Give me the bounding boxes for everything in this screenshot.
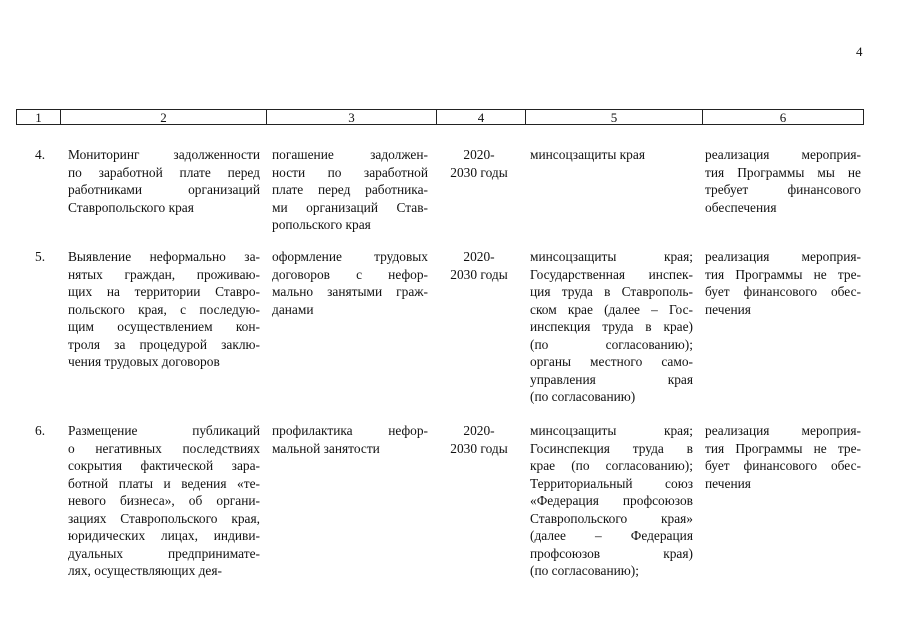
text-line: щим осуществлением кон- [68,319,260,334]
text-line: польского края, с последую- [68,301,260,317]
text-line: ми организаций Став- [272,199,428,215]
text-line: реализация мероприя- [705,147,861,162]
result-text [272,248,428,318]
text-line: минсоцзащиты края [530,147,645,162]
text-line: (далее – Федерация [530,528,693,543]
text-line: органы местного само- [530,354,693,369]
text-line: невого бизнеса», об органи- [68,493,260,508]
text-line: (по согласованию); [530,336,693,352]
financing-text [705,248,861,318]
text-line: дуальных предпринимате- [68,545,260,561]
text-line: реализация мероприя- [705,249,861,264]
measure-text [68,422,260,580]
term-text [438,248,520,283]
result-text [272,422,428,457]
row-number: 6. [35,423,46,438]
term-text [438,422,520,457]
row-number: 4. [35,147,46,162]
text-line: управления края [530,371,693,387]
financing-text [705,422,861,492]
text-line: ности по заработной [272,164,428,180]
text-line: 2020- [463,423,495,438]
text-line: юридических лицах, индиви- [68,528,260,543]
row-number: 5. [35,249,46,264]
text-line: 2030 годы [450,266,508,282]
text-line: ция труда в Ставрополь- [530,284,693,299]
text-line: данами [272,301,314,317]
text-line: 2030 годы [450,164,508,180]
text-line: 2020- [463,249,495,264]
measure-text [68,146,260,216]
text-line: о негативных последствиях [68,440,260,456]
measure-text [68,248,260,371]
text-line: щих на территории Ставро- [68,284,260,299]
text-line: нятых граждан, проживаю- [68,266,260,282]
text-line: тия Программы не тре- [705,440,861,456]
text-line: (по согласованию) [530,389,636,404]
text-line: Госинспекция труда в [530,440,693,456]
text-line: сокрытия фактической зара- [68,458,260,473]
result-text [272,146,428,234]
text-line: договоров с нефор- [272,266,428,282]
text-line: 2030 годы [450,440,508,456]
header-cell-3: 3 [267,110,437,124]
text-line: печения [705,475,751,491]
text-line: (по согласованию); [530,563,639,578]
text-line: оформление трудовых [272,249,428,264]
text-line: инспекция труда в крае) [530,319,693,334]
text-line: ботной платы и ведения «те- [68,475,260,491]
text-line: по заработной плате перед [68,164,260,180]
text-line: ском крае (далее – Гос- [530,301,693,317]
text-line: троля за процедурой заклю- [68,336,260,352]
executor-text [530,146,693,164]
text-line: бует финансового обес- [705,458,861,473]
text-line: Размещение публикаций [68,423,260,438]
text-line: профсоюзов края) [530,545,693,561]
header-cell-6: 6 [779,110,787,125]
text-line: Территориальный союз [530,475,693,491]
text-line: «Федерация профсоюзов [530,493,693,508]
text-line: погашение задолжен- [272,147,428,162]
text-line: мально занятыми граж- [272,284,428,299]
financing-text [705,146,861,216]
text-line: крае (по согласованию); [530,458,693,473]
text-line: тия Программы мы не [705,164,861,180]
text-line: бует финансового обес- [705,284,861,299]
text-line: Ставропольского края [68,199,194,215]
text-line: плате перед работника- [272,182,428,197]
text-line: Мониторинг задолженности [68,147,260,162]
text-line: 2020- [463,147,495,162]
text-line: минсоцзащиты края; [530,249,693,264]
header-cell-2: 2 [61,110,267,124]
text-line: лях, осуществляющих дея- [68,563,222,578]
text-line: чения трудовых договоров [68,354,220,369]
page-number: 4 [856,44,863,59]
header-cell-4: 4 [437,110,526,124]
executor-text [530,422,693,580]
text-line: профилактика нефор- [272,423,428,438]
text-line: тия Программы не тре- [705,266,861,282]
text-line: Ставропольского края» [530,510,693,526]
text-line: реализация мероприя- [705,423,861,438]
header-cell-1: 1 [17,110,61,124]
text-line: зациях Ставропольского края, [68,510,260,526]
text-line: ропольского края [272,217,371,232]
executor-text [530,248,693,406]
header-cell-5: 5 [526,110,703,124]
text-line: печения [705,301,751,317]
text-line: минсоцзащиты края; [530,423,693,438]
text-line: Выявление неформально за- [68,249,260,264]
text-line: требует финансового [705,182,861,197]
text-line: Государственная инспек- [530,266,693,282]
text-line: работниками организаций [68,182,260,197]
text-line: обеспечения [705,199,777,215]
text-line: мальной занятости [272,440,380,456]
term-text [438,146,520,181]
table-header-row [16,109,864,125]
